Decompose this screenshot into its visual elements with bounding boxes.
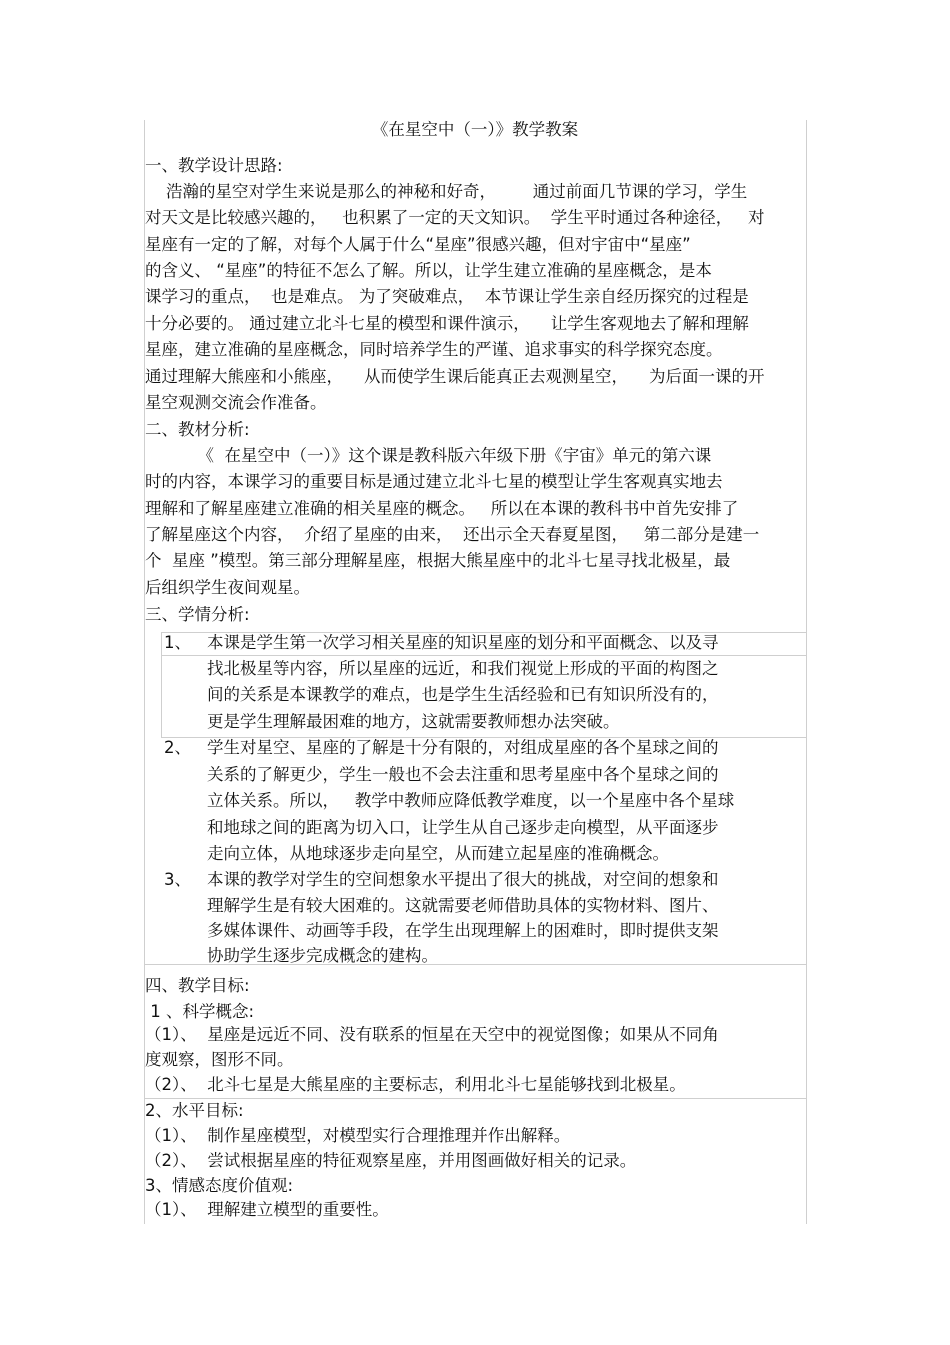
section4-heading: 四、教学目标: [145,976,250,995]
goal-line: （2）、 尝试根据星座的特征观察星座，并用图画做好相关的记录。 [145,1151,637,1170]
paragraph-line: 后组织学生夜间观星。 [145,578,310,597]
paragraph-line: 个 星座 ”模型。第三部分理解星座，根据大熊星座中的北斗七星寻找北极星，最 [145,551,731,570]
list-item-number: 3、 [164,870,191,889]
list-item-line: 走向立体，从地球逐步走向星空，从而建立起星座的准确概念。 [207,844,669,863]
list-item-line: 理解学生是有较大困难的。这就需要老师借助具体的实物材料、图片、 [207,896,719,915]
goal-line: 1 、科学概念: [145,1002,255,1021]
list-item-line: 和地球之间的距离为切入口，让学生从自己逐步走向模型，从平面逐步 [207,818,719,837]
paragraph-line: 十分必要的。 通过建立北斗七星的模型和课件演示， 让学生客观地去了解和理解 [145,314,749,333]
goal-line: 度观察，图形不同。 [145,1050,294,1069]
list-item-line: 学生对星空、星座的了解是十分有限的，对组成星座的各个星球之间的 [207,738,719,757]
goal-line: （1）、 制作星座模型，对模型实行合理推理并作出解释。 [145,1126,571,1145]
list-item-line: 协助学生逐步完成概念的建构。 [207,946,438,965]
section2-heading: 二、教材分析: [145,420,250,439]
list-item-line: 本课的教学对学生的空间想象水平提出了很大的挑战，对空间的想象和 [207,870,719,889]
goal-line: 2、水平目标: [145,1101,244,1120]
goal-line: （2）、 北斗七星是大熊星座的主要标志，利用北斗七星能够找到北极星。 [145,1075,686,1094]
paragraph-line: 的含义、 “星座”的特征不怎么了解。所以，让学生建立准确的星座概念，是本 [145,261,712,280]
list-item-line: 更是学生理解最困难的地方，这就需要教师想办法突破。 [207,712,620,731]
list-item-line: 本课是学生第一次学习相关星座的知识星座的划分和平面概念、以及寻 [207,633,719,652]
paragraph-line: 星座有一定的了解，对每个人属于什么“星座”很感兴趣，但对宇宙中“星座” [145,235,691,254]
paragraph-line: 星座，建立准确的星座概念，同时培养学生的严谨、追求事实的科学探究态度。 [145,340,723,359]
paragraph-line: 浩瀚的星空对学生来说是那么的神秘和好奇， 通过前面几节课的学习，学生 [145,182,748,201]
list-item-number: 1、 [164,633,191,652]
section3-heading: 三、学情分析: [145,605,250,624]
list-item-line: 关系的了解更少，学生一般也不会去注重和思考星座中各个星球之间的 [207,765,719,784]
goal-divider [144,1098,806,1099]
list-box-rule [161,655,806,656]
list-item-number: 2、 [164,738,191,757]
paragraph-line: 通过理解大熊座和小熊座， 从而使学生课后能真正去观测星空， 为后面一课的开 [145,367,765,386]
goal-line: （1）、 星座是远近不同、没有联系的恒星在天空中的视觉图像；如果从不同角 [145,1025,719,1044]
goal-line: 3、情感态度价值观: [145,1176,294,1195]
paragraph-line: 时的内容，本课学习的重要目标是通过建立北斗七星的模型让学生客观真实地去 [145,472,723,491]
paragraph-line: 星空观测交流会作准备。 [145,393,327,412]
list-item-line: 间的关系是本课教学的难点，也是学生生活经验和已有知识所没有的， [207,685,719,704]
right-border [806,120,807,1224]
paragraph-line: 了解星座这个内容， 介绍了星座的由来， 还出示全天春夏星图， 第二部分是建一 [145,525,760,544]
list-item-line: 多媒体课件、动画等手段，在学生出现理解上的困难时，即时提供支架 [207,921,719,940]
goal-line: （1）、 理解建立模型的重要性。 [145,1200,389,1219]
list-item-line: 立体关系。所以， 教学中教师应降低教学难度，以一个星座中各个星球 [207,791,735,810]
list-item-line: 找北极星等内容，所以星座的远近，和我们视觉上形成的平面的构图之 [207,659,719,678]
paragraph-line: 理解和了解星座建立准确的相关星座的概念。 所以在本课的教科书中首先安排了 [145,499,739,518]
paragraph-line: 课学习的重点， 也是难点。 为了突破难点， 本节课让学生亲自经历探究的过程是 [145,287,749,306]
paragraph-line: 对天文是比较感兴趣的， 也积累了一定的天文知识。 学生平时通过各种途径， 对 [145,208,765,227]
paragraph-line: 《 在星空中（一）》这个课是教科版六年级下册《宇宙》单元的第六课 [145,446,712,465]
document-title: 《在星空中（一）》教学教案 [371,120,579,139]
list-box-left-border [161,632,162,737]
section1-heading: 一、教学设计思路: [145,156,283,175]
